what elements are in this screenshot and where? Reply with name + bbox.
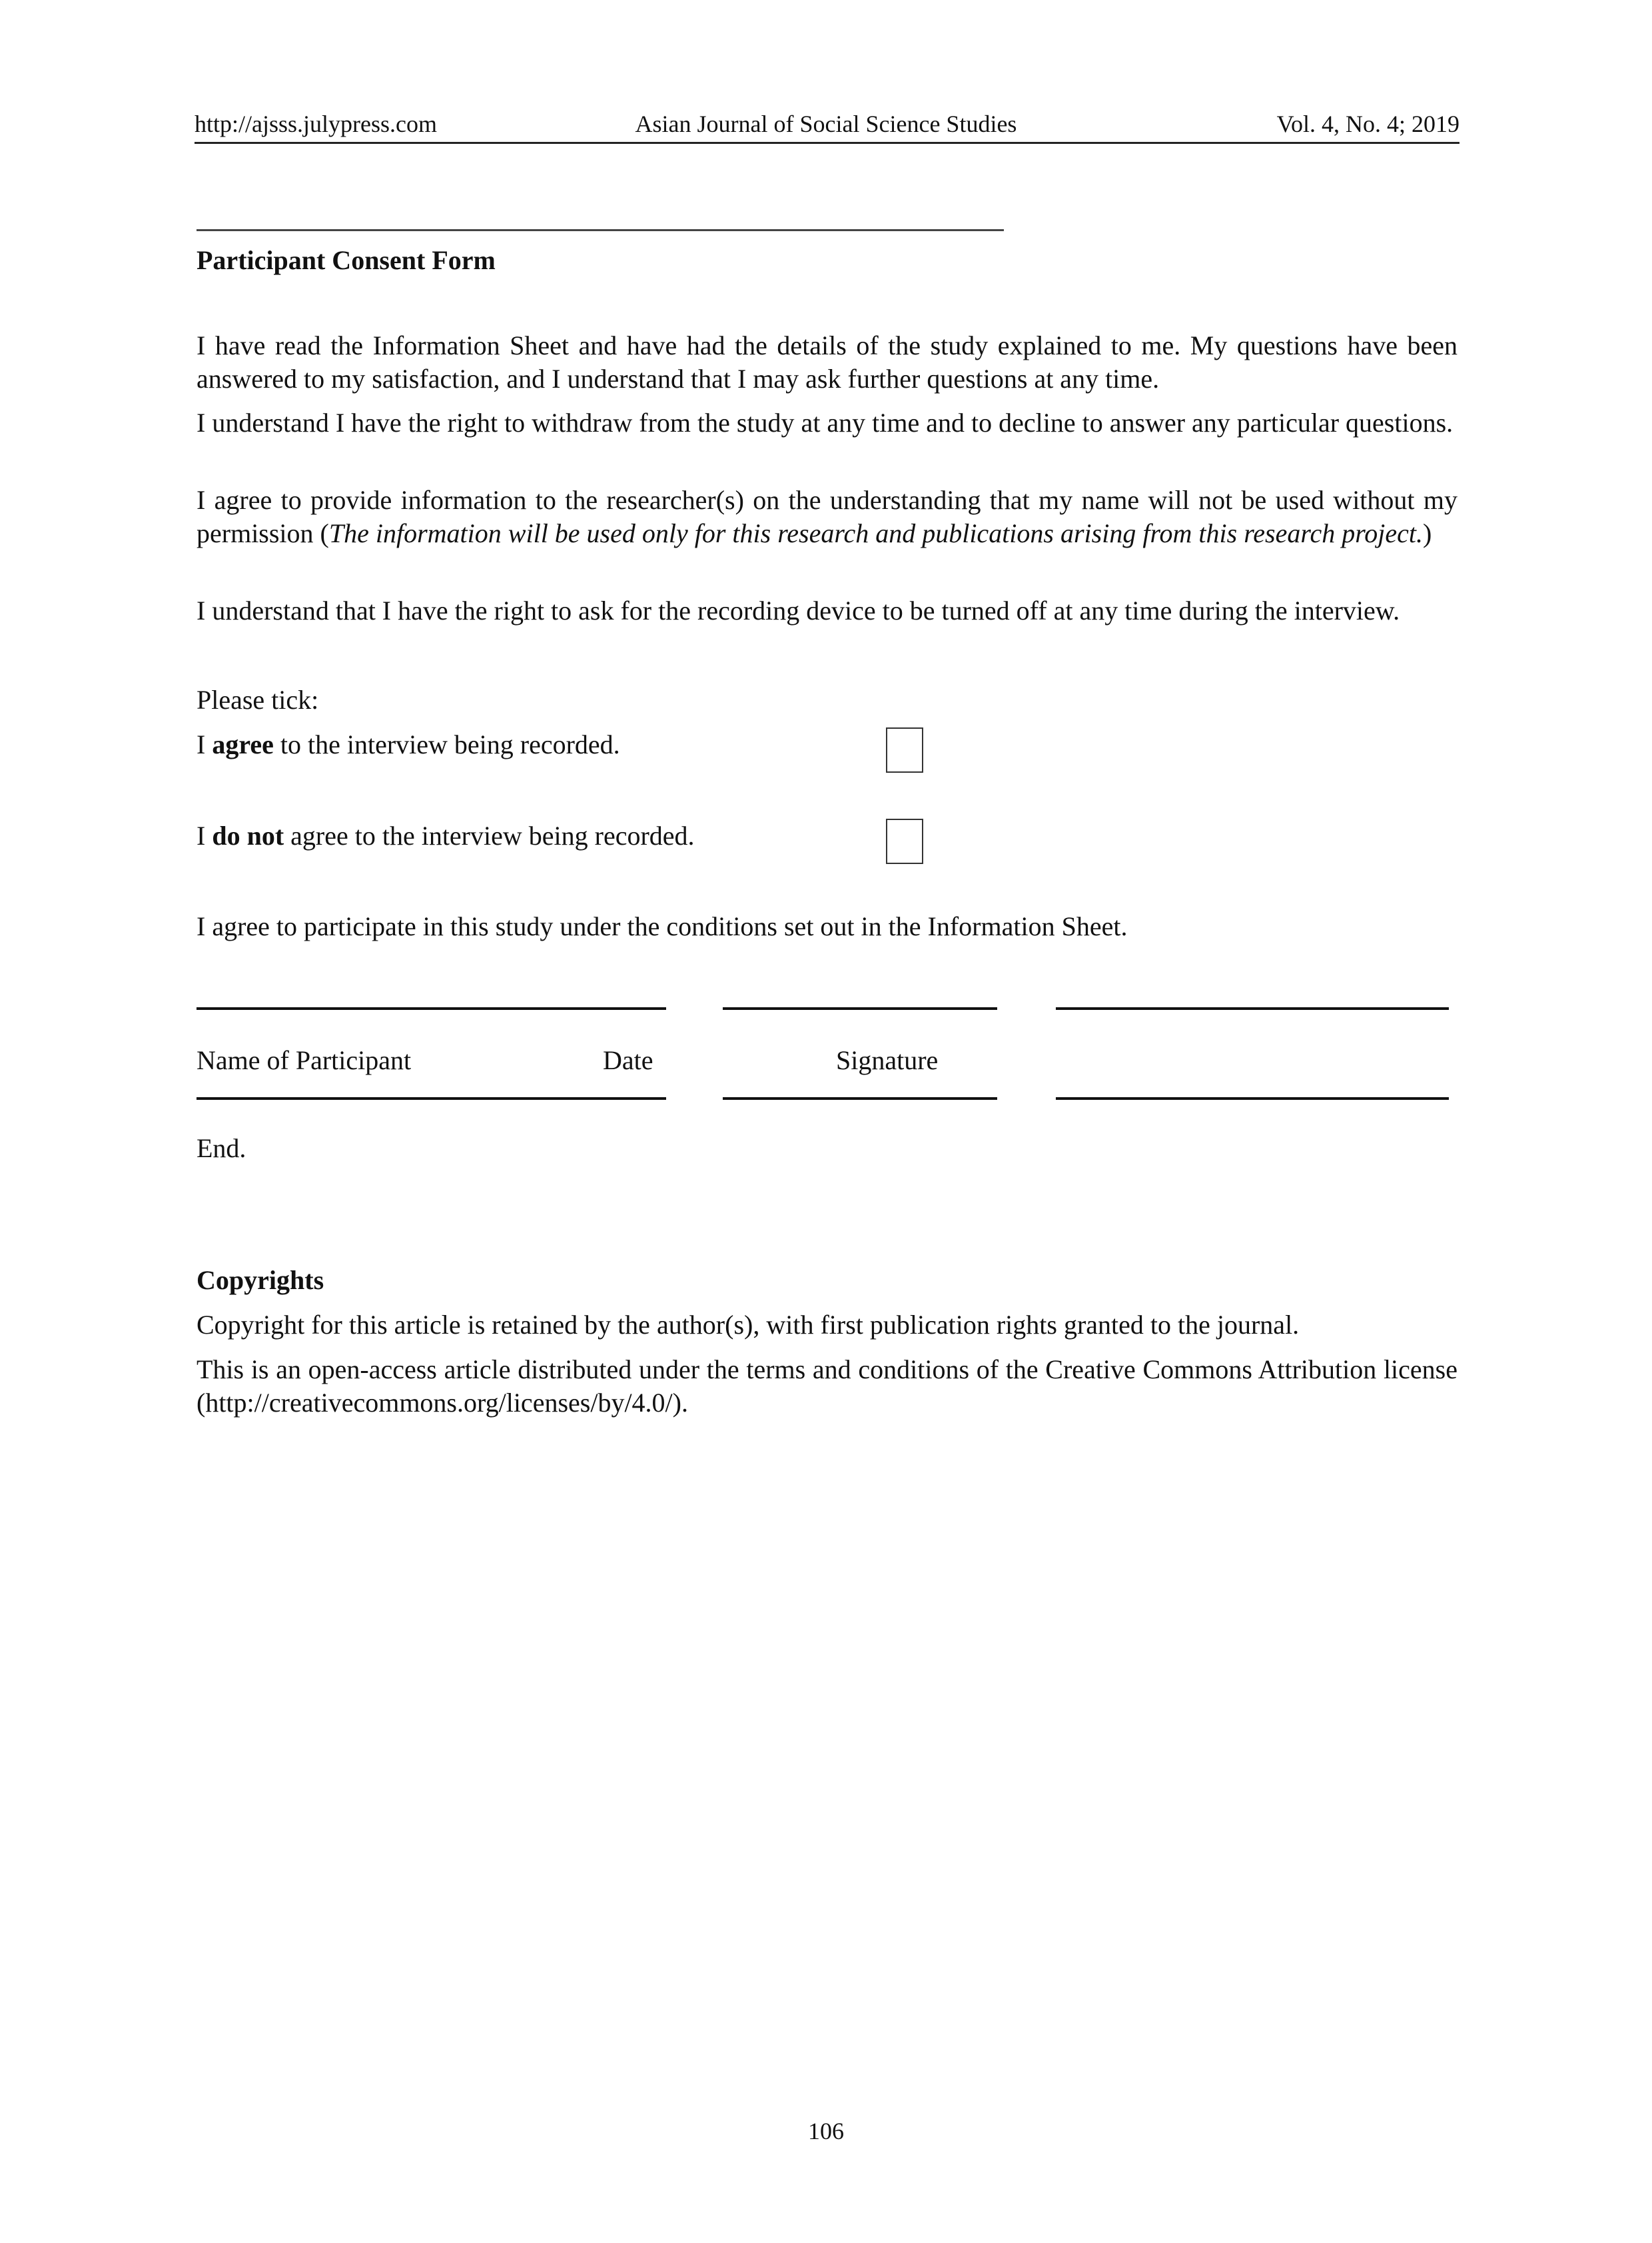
option-disagree-suffix: agree to the interview being recorded. [284,821,695,851]
consent-paragraph-3-close: ) [1423,518,1432,548]
end-marker: End. [197,1133,246,1163]
consent-paragraph-1: I have read the Information Sheet and have had the details of the study explained to me. My questions have been answered to my satisfaction, and I understand that I may ask further questions at any time. [197,330,1457,394]
signature-line-signature-top [1056,1007,1449,1010]
copyright-line-2: This is an open-access article distributed under the terms and conditions of the Creative Commons Attribution license (http://creativecommons.org/licenses/by/4.0/). [197,1354,1457,1418]
signature-line-date-bottom [723,1097,997,1100]
form-top-rule [197,229,1004,231]
signature-line-date-top [723,1007,997,1010]
consent-paragraph-3-text: I agree to provide information to the researcher(s) on the understanding that my name will not be used without my permission ( [197,485,1457,548]
copyrights-heading: Copyrights [197,1265,324,1295]
participate-statement: I agree to participate in this study under the conditions set out in the Information Sheet. [197,911,1128,941]
disagree-checkbox[interactable] [886,819,923,864]
consent-paragraph-3 [197,484,1457,550]
header-rule [195,142,1459,144]
option-agree-label [197,728,620,761]
signature-line-signature-bottom [1056,1097,1449,1100]
tick-prompt: Please tick: [197,685,319,715]
page-number: 106 [808,2118,844,2144]
option-agree-suffix: to the interview being recorded. [273,729,620,759]
copyright-line-1: Copyright for this article is retained by the author(s), with first publication rights granted to the journal. [197,1310,1300,1340]
consent-paragraph-3-italic: The information will be used only for this research and publications arising from this research project. [328,518,1424,548]
signature-line-name-top [197,1007,666,1010]
header-volume: Vol. 4, No. 4; 2019 [1276,111,1459,137]
signature-line-name-bottom [197,1097,666,1100]
agree-checkbox[interactable] [886,727,923,773]
consent-paragraph-2: I understand I have the right to withdraw from the study at any time and to decline to answer any particular questions. [197,408,1453,438]
option-agree-prefix: I [197,729,212,759]
option-disagree-prefix: I [197,821,212,851]
consent-paragraph-4: I understand that I have the right to ask for the recording device to be turned off at any time during the interview. [197,596,1400,626]
form-title: Participant Consent Form [197,245,496,275]
header-journal-title: Asian Journal of Social Science Studies [635,111,1017,137]
label-name-of-participant: Name of Participant [197,1045,412,1075]
header-url: http://ajsss.julypress.com [195,111,437,137]
option-disagree-emphasis: do not [212,821,284,851]
option-disagree-label [197,819,695,853]
label-date: Date [603,1045,653,1075]
option-agree-emphasis: agree [212,729,274,759]
label-signature: Signature [836,1045,939,1075]
